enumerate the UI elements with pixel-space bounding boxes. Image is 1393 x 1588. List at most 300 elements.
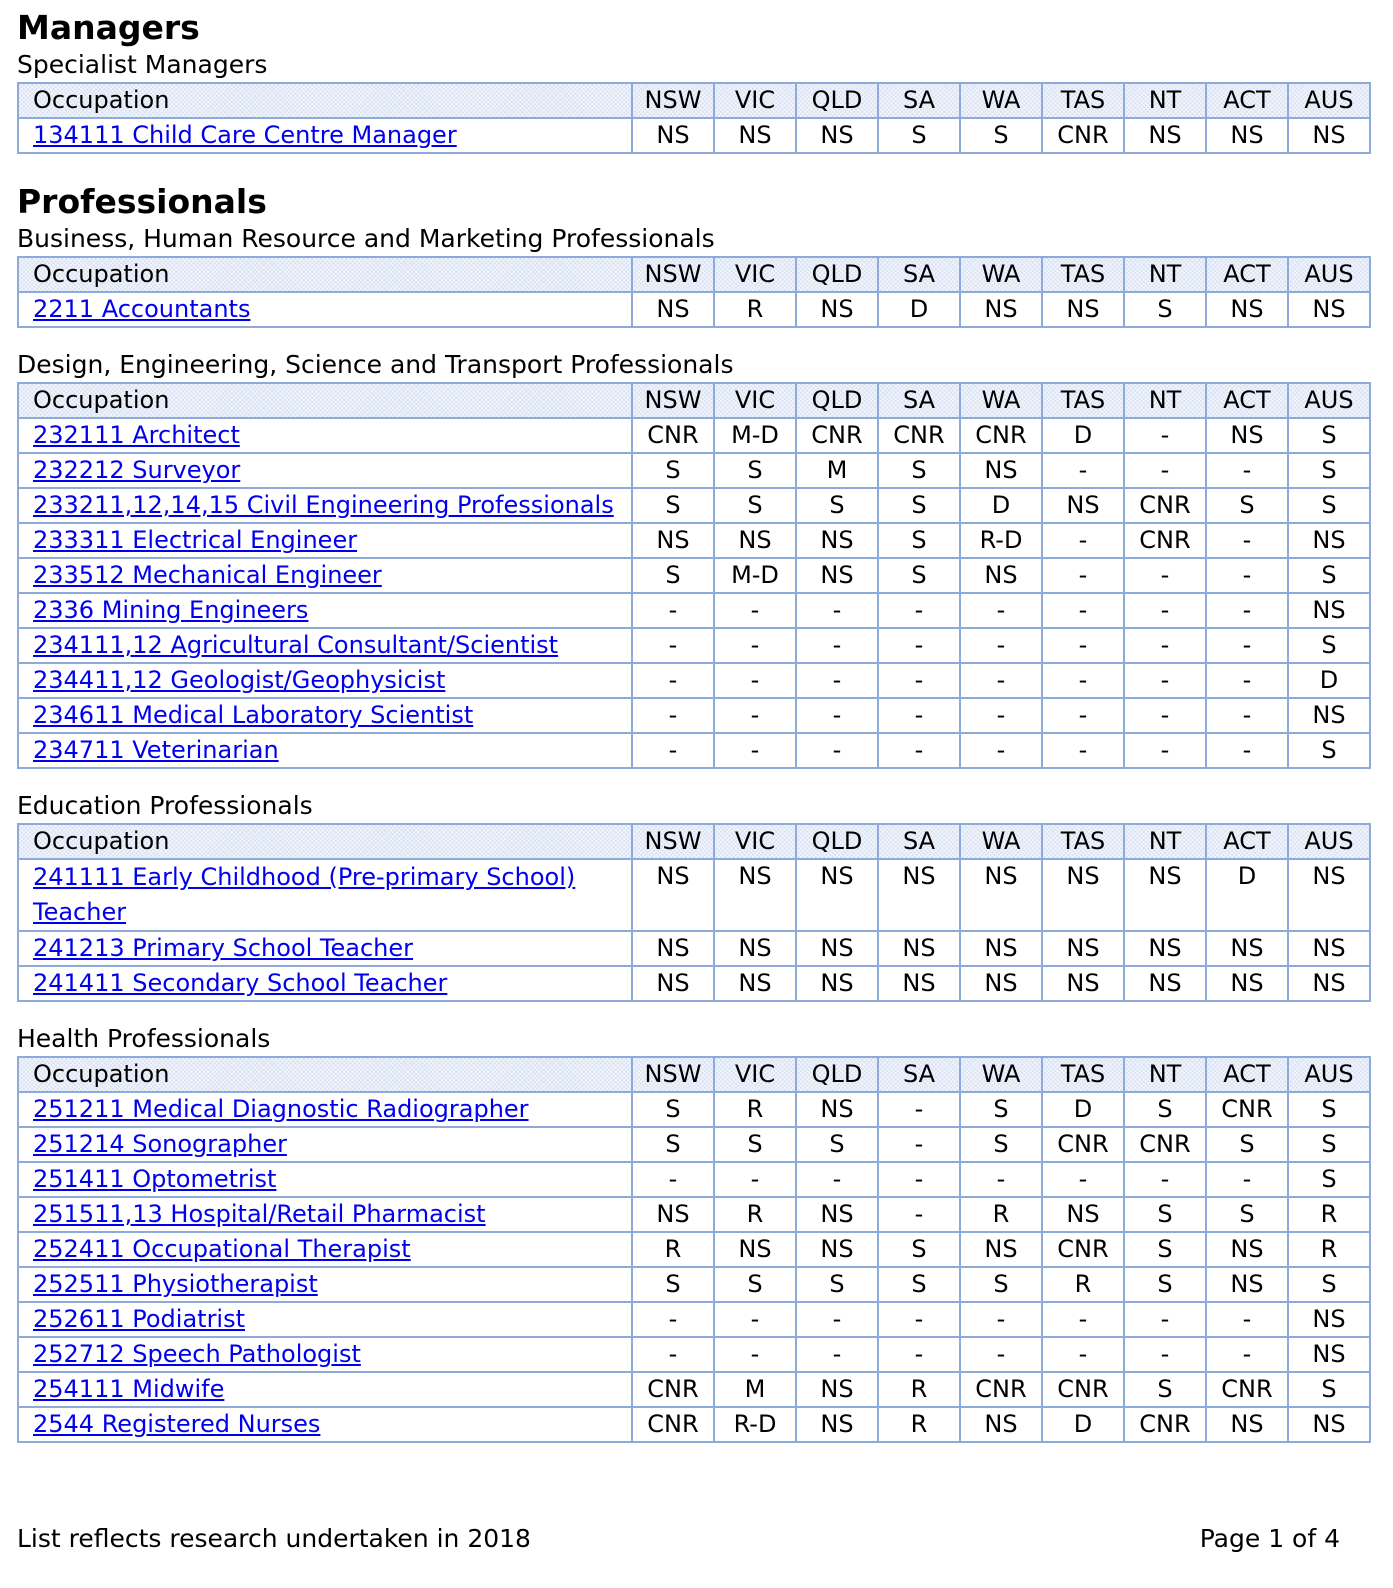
status-cell-wa: NS: [960, 1407, 1042, 1442]
table-row: [18, 1267, 1370, 1302]
status-cell-aus: S: [1288, 733, 1370, 768]
status-cell-tas: NS: [1042, 966, 1124, 1001]
footer-note: List reflects research undertaken in 2018: [17, 1524, 531, 1553]
occupation-link[interactable]: 234111,12 Agricultural Consultant/Scientist: [33, 631, 559, 659]
status-cell-nt: -: [1124, 733, 1206, 768]
status-cell-aus: S: [1288, 1127, 1370, 1162]
status-cell-tas: -: [1042, 628, 1124, 663]
occupation-cell: [18, 859, 632, 931]
column-header-sa: SA: [878, 383, 960, 418]
status-cell-tas: -: [1042, 1337, 1124, 1372]
status-cell-qld: NS: [796, 1092, 878, 1127]
status-cell-qld: S: [796, 1267, 878, 1302]
column-header-wa: WA: [960, 83, 1042, 118]
column-header-qld: QLD: [796, 1057, 878, 1092]
occupation-link[interactable]: 251211 Medical Diagnostic Radiographer: [33, 1095, 529, 1123]
occupation-link[interactable]: 252411 Occupational Therapist: [33, 1235, 411, 1263]
status-cell-aus: NS: [1288, 523, 1370, 558]
status-cell-qld: NS: [796, 966, 878, 1001]
status-cell-nt: -: [1124, 453, 1206, 488]
status-cell-nsw: -: [632, 628, 714, 663]
status-cell-aus: NS: [1288, 1302, 1370, 1337]
status-cell-vic: M-D: [714, 558, 796, 593]
column-header-occupation: Occupation: [18, 83, 632, 118]
status-cell-nsw: S: [632, 1267, 714, 1302]
table-row: [18, 1127, 1370, 1162]
page-number: Page 1 of 4: [1199, 1524, 1340, 1553]
status-cell-vic: NS: [714, 523, 796, 558]
occupation-cell: [18, 1162, 632, 1197]
status-cell-qld: NS: [796, 292, 878, 327]
status-cell-sa: -: [878, 733, 960, 768]
column-header-wa: WA: [960, 383, 1042, 418]
column-header-aus: AUS: [1288, 83, 1370, 118]
status-cell-aus: S: [1288, 558, 1370, 593]
status-cell-nsw: R: [632, 1232, 714, 1267]
status-cell-sa: S: [878, 1232, 960, 1267]
column-header-nsw: NSW: [632, 257, 714, 292]
status-cell-qld: -: [796, 698, 878, 733]
status-cell-nt: NS: [1124, 966, 1206, 1001]
table-row: [18, 698, 1370, 733]
status-cell-act: NS: [1206, 418, 1288, 453]
status-cell-tas: NS: [1042, 1197, 1124, 1232]
status-cell-tas: -: [1042, 698, 1124, 733]
status-cell-wa: NS: [960, 453, 1042, 488]
occupation-link[interactable]: 232111 Architect: [33, 421, 240, 449]
status-cell-wa: R: [960, 1197, 1042, 1232]
status-cell-nt: S: [1124, 1372, 1206, 1407]
status-cell-wa: -: [960, 1337, 1042, 1372]
status-cell-vic: NS: [714, 931, 796, 966]
status-cell-nt: CNR: [1124, 523, 1206, 558]
status-cell-wa: NS: [960, 966, 1042, 1001]
status-cell-vic: R: [714, 292, 796, 327]
occupation-link[interactable]: 233211,12,14,15 Civil Engineering Professionals: [33, 491, 614, 519]
status-cell-vic: -: [714, 733, 796, 768]
occupation-link[interactable]: 241111 Early Childhood (Pre-primary School) Teacher: [33, 863, 576, 926]
status-cell-nsw: -: [632, 1302, 714, 1337]
status-cell-aus: NS: [1288, 292, 1370, 327]
column-header-sa: SA: [878, 83, 960, 118]
status-cell-vic: R: [714, 1197, 796, 1232]
group-subheading: Business, Human Resource and Marketing Professionals: [17, 224, 715, 253]
occupation-table: [17, 82, 1371, 154]
column-header-tas: TAS: [1042, 257, 1124, 292]
status-cell-act: -: [1206, 453, 1288, 488]
status-cell-vic: -: [714, 628, 796, 663]
status-cell-aus: NS: [1288, 698, 1370, 733]
occupation-cell: [18, 931, 632, 966]
occupation-link[interactable]: 251411 Optometrist: [33, 1165, 277, 1193]
occupation-cell: [18, 1372, 632, 1407]
status-cell-act: -: [1206, 628, 1288, 663]
status-cell-tas: CNR: [1042, 1232, 1124, 1267]
status-cell-wa: -: [960, 1162, 1042, 1197]
occupation-cell: [18, 593, 632, 628]
table-header-row: [18, 1057, 1370, 1092]
occupation-link[interactable]: 252611 Podiatrist: [33, 1305, 246, 1333]
table-row: [18, 628, 1370, 663]
status-cell-nt: -: [1124, 1302, 1206, 1337]
status-cell-act: -: [1206, 1302, 1288, 1337]
status-cell-nsw: NS: [632, 1197, 714, 1232]
table-row: [18, 1407, 1370, 1442]
status-cell-vic: -: [714, 1302, 796, 1337]
status-cell-act: NS: [1206, 966, 1288, 1001]
occupation-cell: [18, 628, 632, 663]
table-row: [18, 1092, 1370, 1127]
column-header-act: ACT: [1206, 257, 1288, 292]
status-cell-vic: -: [714, 593, 796, 628]
column-header-wa: WA: [960, 1057, 1042, 1092]
status-cell-nsw: CNR: [632, 1407, 714, 1442]
column-header-occupation: Occupation: [18, 257, 632, 292]
occupation-link[interactable]: 234711 Veterinarian: [33, 736, 279, 764]
occupation-table: [17, 1056, 1371, 1443]
status-cell-sa: -: [878, 698, 960, 733]
status-cell-aus: D: [1288, 663, 1370, 698]
status-cell-aus: NS: [1288, 966, 1370, 1001]
status-cell-sa: S: [878, 1267, 960, 1302]
occupation-link[interactable]: 233512 Mechanical Engineer: [33, 561, 382, 589]
column-header-nt: NT: [1124, 83, 1206, 118]
occupation-cell: [18, 966, 632, 1001]
column-header-vic: VIC: [714, 824, 796, 859]
status-cell-vic: R: [714, 1092, 796, 1127]
section-heading: Professionals: [17, 182, 267, 221]
column-header-sa: SA: [878, 1057, 960, 1092]
status-cell-qld: -: [796, 628, 878, 663]
occupation-cell: [18, 523, 632, 558]
status-cell-nt: -: [1124, 558, 1206, 593]
status-cell-nsw: -: [632, 1337, 714, 1372]
status-cell-nt: -: [1124, 628, 1206, 663]
status-cell-sa: -: [878, 593, 960, 628]
status-cell-act: -: [1206, 663, 1288, 698]
status-cell-nt: CNR: [1124, 1407, 1206, 1442]
group-spacer: [0, 769, 1393, 789]
column-header-act: ACT: [1206, 1057, 1288, 1092]
occupation-link[interactable]: 251511,13 Hospital/Retail Pharmacist: [33, 1200, 486, 1228]
status-cell-wa: -: [960, 593, 1042, 628]
status-cell-nsw: S: [632, 558, 714, 593]
status-cell-qld: NS: [796, 931, 878, 966]
occupation-table: [17, 382, 1371, 769]
status-cell-nsw: NS: [632, 292, 714, 327]
status-cell-vic: M-D: [714, 418, 796, 453]
status-cell-nsw: NS: [632, 523, 714, 558]
column-header-wa: WA: [960, 824, 1042, 859]
status-cell-qld: NS: [796, 118, 878, 153]
column-header-nsw: NSW: [632, 824, 714, 859]
status-cell-nt: -: [1124, 663, 1206, 698]
occupation-cell: [18, 118, 632, 153]
status-cell-wa: -: [960, 628, 1042, 663]
status-cell-nt: -: [1124, 698, 1206, 733]
status-cell-vic: M: [714, 1372, 796, 1407]
occupation-cell: [18, 1092, 632, 1127]
status-cell-vic: -: [714, 1162, 796, 1197]
table-row: [18, 966, 1370, 1001]
status-cell-nt: S: [1124, 1197, 1206, 1232]
status-cell-qld: NS: [796, 1197, 878, 1232]
status-cell-wa: NS: [960, 931, 1042, 966]
status-cell-nt: -: [1124, 1337, 1206, 1372]
occupation-link[interactable]: 254111 Midwife: [33, 1375, 225, 1403]
table-row: [18, 558, 1370, 593]
status-cell-vic: S: [714, 453, 796, 488]
status-cell-aus: NS: [1288, 1407, 1370, 1442]
status-cell-vic: -: [714, 1337, 796, 1372]
status-cell-qld: -: [796, 1337, 878, 1372]
status-cell-sa: CNR: [878, 418, 960, 453]
status-cell-tas: NS: [1042, 292, 1124, 327]
occupation-cell: [18, 418, 632, 453]
column-header-aus: AUS: [1288, 257, 1370, 292]
status-cell-sa: D: [878, 292, 960, 327]
status-cell-nsw: NS: [632, 966, 714, 1001]
page-footer: [17, 1524, 1340, 1553]
group-spacer: [0, 1002, 1393, 1022]
column-header-nt: NT: [1124, 1057, 1206, 1092]
status-cell-wa: -: [960, 1302, 1042, 1337]
status-cell-act: -: [1206, 593, 1288, 628]
status-cell-tas: D: [1042, 1407, 1124, 1442]
occupation-link[interactable]: 233311 Electrical Engineer: [33, 526, 358, 554]
status-cell-act: NS: [1206, 118, 1288, 153]
status-cell-nsw: NS: [632, 859, 714, 931]
status-cell-nsw: -: [632, 593, 714, 628]
column-header-act: ACT: [1206, 824, 1288, 859]
status-cell-sa: -: [878, 1302, 960, 1337]
table-row: [18, 523, 1370, 558]
status-cell-nsw: S: [632, 1092, 714, 1127]
status-cell-wa: NS: [960, 292, 1042, 327]
status-cell-tas: R: [1042, 1267, 1124, 1302]
occupation-cell: [18, 733, 632, 768]
occupation-cell: [18, 1127, 632, 1162]
column-header-nt: NT: [1124, 257, 1206, 292]
status-cell-nsw: CNR: [632, 418, 714, 453]
occupation-link[interactable]: 134111 Child Care Centre Manager: [33, 121, 457, 149]
status-cell-wa: S: [960, 1267, 1042, 1302]
status-cell-vic: S: [714, 1127, 796, 1162]
status-cell-wa: -: [960, 733, 1042, 768]
occupation-link[interactable]: 251214 Sonographer: [33, 1130, 287, 1158]
status-cell-act: D: [1206, 859, 1288, 931]
occupation-link[interactable]: 2211 Accountants: [33, 295, 251, 323]
column-header-sa: SA: [878, 824, 960, 859]
table-row: [18, 593, 1370, 628]
occupation-link[interactable]: 241411 Secondary School Teacher: [33, 969, 448, 997]
status-cell-sa: R: [878, 1407, 960, 1442]
occupation-link[interactable]: 234611 Medical Laboratory Scientist: [33, 701, 474, 729]
status-cell-tas: D: [1042, 418, 1124, 453]
status-cell-tas: -: [1042, 663, 1124, 698]
status-cell-wa: -: [960, 663, 1042, 698]
status-cell-qld: -: [796, 1162, 878, 1197]
table-row: [18, 1337, 1370, 1372]
status-cell-aus: S: [1288, 488, 1370, 523]
status-cell-aus: NS: [1288, 859, 1370, 931]
status-cell-aus: NS: [1288, 931, 1370, 966]
status-cell-vic: -: [714, 698, 796, 733]
column-header-aus: AUS: [1288, 824, 1370, 859]
status-cell-tas: CNR: [1042, 1372, 1124, 1407]
status-cell-qld: -: [796, 733, 878, 768]
status-cell-nt: NS: [1124, 931, 1206, 966]
status-cell-aus: S: [1288, 418, 1370, 453]
status-cell-wa: NS: [960, 558, 1042, 593]
status-cell-act: NS: [1206, 1267, 1288, 1302]
status-cell-vic: S: [714, 488, 796, 523]
column-header-occupation: Occupation: [18, 383, 632, 418]
table-header-row: [18, 824, 1370, 859]
column-header-tas: TAS: [1042, 824, 1124, 859]
status-cell-tas: -: [1042, 593, 1124, 628]
column-header-tas: TAS: [1042, 1057, 1124, 1092]
table-header-row: [18, 83, 1370, 118]
status-cell-nsw: S: [632, 1127, 714, 1162]
status-cell-tas: D: [1042, 1092, 1124, 1127]
table-row: [18, 453, 1370, 488]
status-cell-qld: -: [796, 663, 878, 698]
status-cell-sa: R: [878, 1372, 960, 1407]
status-cell-sa: NS: [878, 966, 960, 1001]
column-header-vic: VIC: [714, 1057, 796, 1092]
status-cell-qld: S: [796, 1127, 878, 1162]
status-cell-wa: D: [960, 488, 1042, 523]
status-cell-qld: S: [796, 488, 878, 523]
status-cell-qld: -: [796, 593, 878, 628]
occupation-link[interactable]: 252712 Speech Pathologist: [33, 1340, 361, 1368]
table-row: [18, 1162, 1370, 1197]
status-cell-sa: NS: [878, 859, 960, 931]
status-cell-nt: -: [1124, 593, 1206, 628]
occupation-link[interactable]: 2544 Registered Nurses: [33, 1410, 321, 1438]
status-cell-aus: NS: [1288, 593, 1370, 628]
status-cell-act: CNR: [1206, 1092, 1288, 1127]
table-row: [18, 859, 1370, 931]
occupation-link[interactable]: 2336 Mining Engineers: [33, 596, 309, 624]
status-cell-nt: S: [1124, 1232, 1206, 1267]
status-cell-sa: S: [878, 118, 960, 153]
status-cell-aus: S: [1288, 1267, 1370, 1302]
status-cell-qld: NS: [796, 1232, 878, 1267]
table-row: [18, 1302, 1370, 1337]
status-cell-sa: S: [878, 453, 960, 488]
occupation-link[interactable]: 234411,12 Geologist/Geophysicist: [33, 666, 446, 694]
status-cell-sa: -: [878, 1092, 960, 1127]
status-cell-sa: S: [878, 488, 960, 523]
status-cell-tas: -: [1042, 523, 1124, 558]
status-cell-wa: S: [960, 1092, 1042, 1127]
occupation-link[interactable]: 252511 Physiotherapist: [33, 1270, 318, 1298]
status-cell-nt: S: [1124, 1267, 1206, 1302]
occupation-cell: [18, 1232, 632, 1267]
status-cell-aus: NS: [1288, 1337, 1370, 1372]
occupation-cell: [18, 698, 632, 733]
occupation-link[interactable]: 241213 Primary School Teacher: [33, 934, 414, 962]
status-cell-vic: NS: [714, 118, 796, 153]
status-cell-nsw: NS: [632, 931, 714, 966]
status-cell-sa: -: [878, 1162, 960, 1197]
status-cell-aus: S: [1288, 1162, 1370, 1197]
table-row: [18, 931, 1370, 966]
section-heading: Managers: [17, 8, 200, 47]
status-cell-wa: S: [960, 1127, 1042, 1162]
status-cell-act: NS: [1206, 292, 1288, 327]
status-cell-act: -: [1206, 698, 1288, 733]
status-cell-qld: NS: [796, 558, 878, 593]
status-cell-tas: -: [1042, 1162, 1124, 1197]
status-cell-act: NS: [1206, 1407, 1288, 1442]
occupation-table: [17, 256, 1371, 328]
status-cell-sa: -: [878, 1127, 960, 1162]
table-header-row: [18, 383, 1370, 418]
status-cell-sa: -: [878, 663, 960, 698]
column-header-wa: WA: [960, 257, 1042, 292]
column-header-nsw: NSW: [632, 83, 714, 118]
status-cell-wa: R-D: [960, 523, 1042, 558]
occupation-cell: [18, 1267, 632, 1302]
column-header-aus: AUS: [1288, 383, 1370, 418]
status-cell-act: S: [1206, 1197, 1288, 1232]
status-cell-qld: NS: [796, 523, 878, 558]
status-cell-sa: -: [878, 1337, 960, 1372]
status-cell-wa: CNR: [960, 418, 1042, 453]
status-cell-sa: NS: [878, 931, 960, 966]
status-cell-tas: -: [1042, 1302, 1124, 1337]
status-cell-wa: S: [960, 118, 1042, 153]
status-cell-tas: NS: [1042, 488, 1124, 523]
column-header-vic: VIC: [714, 257, 796, 292]
status-cell-nsw: -: [632, 698, 714, 733]
status-cell-act: S: [1206, 1127, 1288, 1162]
status-cell-nt: -: [1124, 418, 1206, 453]
table-row: [18, 1232, 1370, 1267]
status-cell-qld: CNR: [796, 418, 878, 453]
status-cell-act: -: [1206, 1337, 1288, 1372]
column-header-nsw: NSW: [632, 383, 714, 418]
group-subheading: Design, Engineering, Science and Transport Professionals: [17, 350, 734, 379]
table-row: [18, 663, 1370, 698]
status-cell-aus: S: [1288, 1372, 1370, 1407]
group-subheading: Specialist Managers: [17, 50, 268, 79]
status-cell-act: NS: [1206, 931, 1288, 966]
column-header-vic: VIC: [714, 383, 796, 418]
status-cell-tas: NS: [1042, 859, 1124, 931]
status-cell-nsw: S: [632, 488, 714, 523]
column-header-qld: QLD: [796, 383, 878, 418]
status-cell-act: -: [1206, 733, 1288, 768]
status-cell-act: -: [1206, 558, 1288, 593]
table-header-row: [18, 257, 1370, 292]
occupation-cell: [18, 1197, 632, 1232]
status-cell-wa: NS: [960, 1232, 1042, 1267]
column-header-aus: AUS: [1288, 1057, 1370, 1092]
occupation-link[interactable]: 232212 Surveyor: [33, 456, 241, 484]
status-cell-act: -: [1206, 523, 1288, 558]
group-subheading: Education Professionals: [17, 791, 313, 820]
table-row: [18, 418, 1370, 453]
column-header-act: ACT: [1206, 83, 1288, 118]
status-cell-nsw: CNR: [632, 1372, 714, 1407]
status-cell-nsw: -: [632, 1162, 714, 1197]
column-header-tas: TAS: [1042, 383, 1124, 418]
occupation-cell: [18, 292, 632, 327]
